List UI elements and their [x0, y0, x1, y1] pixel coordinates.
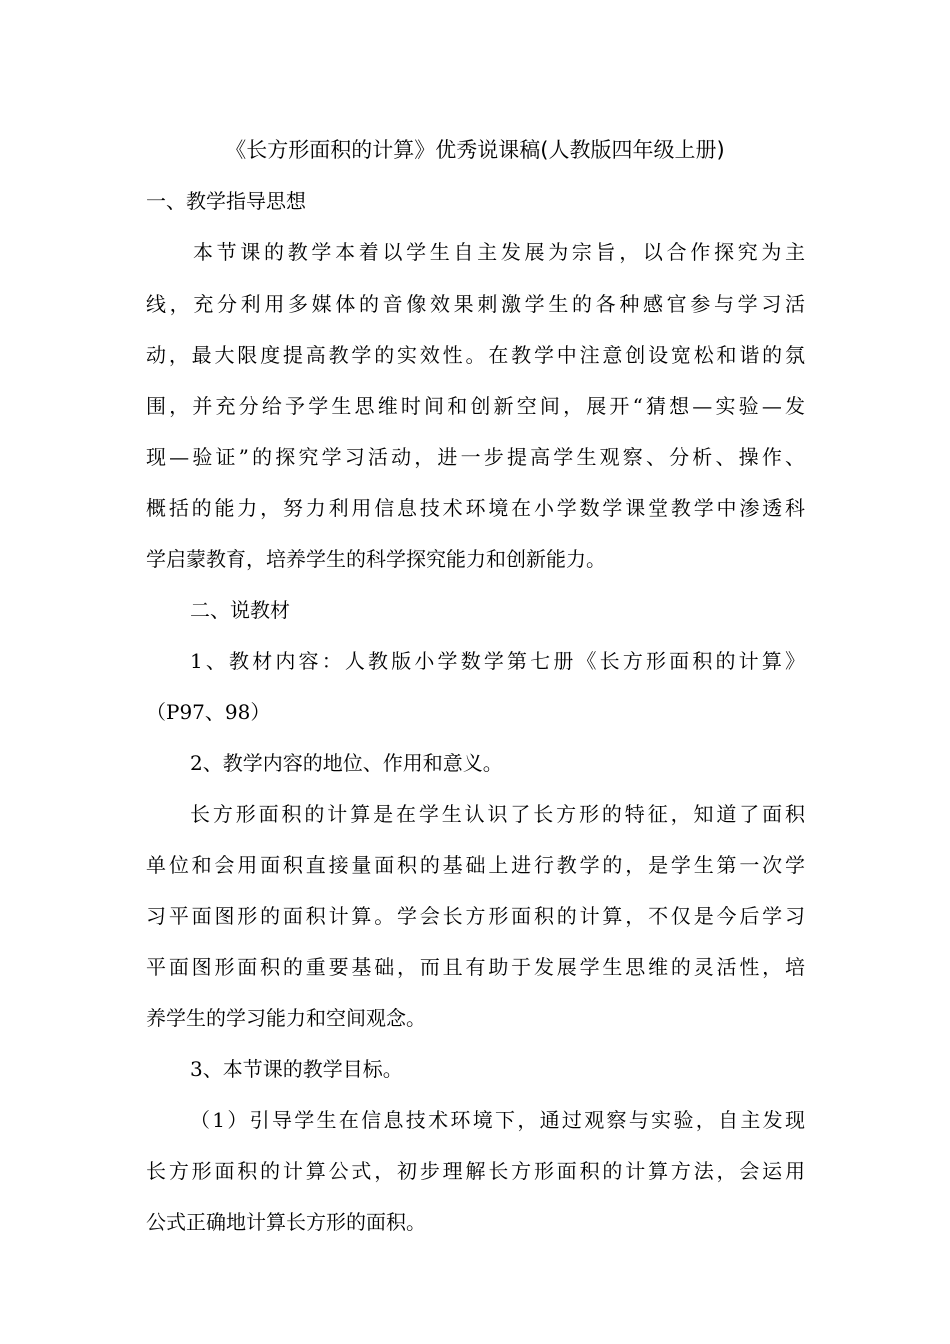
item2-paragraph-line: 单位和会用面积直接量面积的基础上进行教学的，是学生第一次学 [146, 853, 805, 877]
section1-paragraph-line: 动，最大限度提高教学的实效性。在教学中注意创设宽松和谐的氛 [146, 343, 805, 367]
item2-heading: 2、教学内容的地位、作用和意义。 [190, 751, 503, 775]
item3-heading: 3、本节课的教学目标。 [190, 1057, 403, 1081]
item1-line: （P97、98） [146, 700, 271, 724]
goal1-line: 长方形面积的计算公式，初步理解长方形面积的计算方法，会运用 [146, 1159, 805, 1183]
goal1-line: 公式正确地计算长方形的面积。 [146, 1210, 426, 1234]
document-title: 《长方形面积的计算》优秀说课稿(人教版四年级上册) [225, 138, 725, 162]
section1-paragraph-line: 本节课的教学本着以学生自主发展为宗旨，以合作探究为主 [193, 240, 805, 264]
goal1-line: （1）引导学生在信息技术环境下，通过观察与实验，自主发现 [190, 1108, 805, 1132]
section1-paragraph-line: 现—验证”的探究学习活动，进一步提高学生观察、分析、操作、 [146, 445, 805, 469]
item1-line: 1、教材内容：人教版小学数学第七册《长方形面积的计算》 [190, 649, 805, 673]
section1-heading: 一、教学指导思想 [146, 189, 306, 213]
item2-paragraph-line: 平面图形面积的重要基础，而且有助于发展学生思维的灵活性，培 [146, 955, 805, 979]
item2-paragraph-line: 习平面图形的面积计算。学会长方形面积的计算，不仅是今后学习 [146, 904, 805, 928]
section2-heading: 二、说教材 [190, 598, 290, 622]
section1-paragraph-line: 围，并充分给予学生思维时间和创新空间，展开“猜想—实验—发 [146, 394, 805, 418]
section1-paragraph-line: 概括的能力，努力利用信息技术环境在小学数学课堂教学中渗透科 [146, 496, 805, 520]
item2-paragraph-line: 养学生的学习能力和空间观念。 [146, 1006, 426, 1030]
section1-paragraph-line: 学启蒙教育，培养学生的科学探究能力和创新能力。 [146, 547, 606, 571]
section1-paragraph-line: 线，充分利用多媒体的音像效果刺激学生的各种感官参与学习活 [146, 292, 805, 316]
item2-paragraph-line: 长方形面积的计算是在学生认识了长方形的特征，知道了面积 [190, 802, 805, 826]
